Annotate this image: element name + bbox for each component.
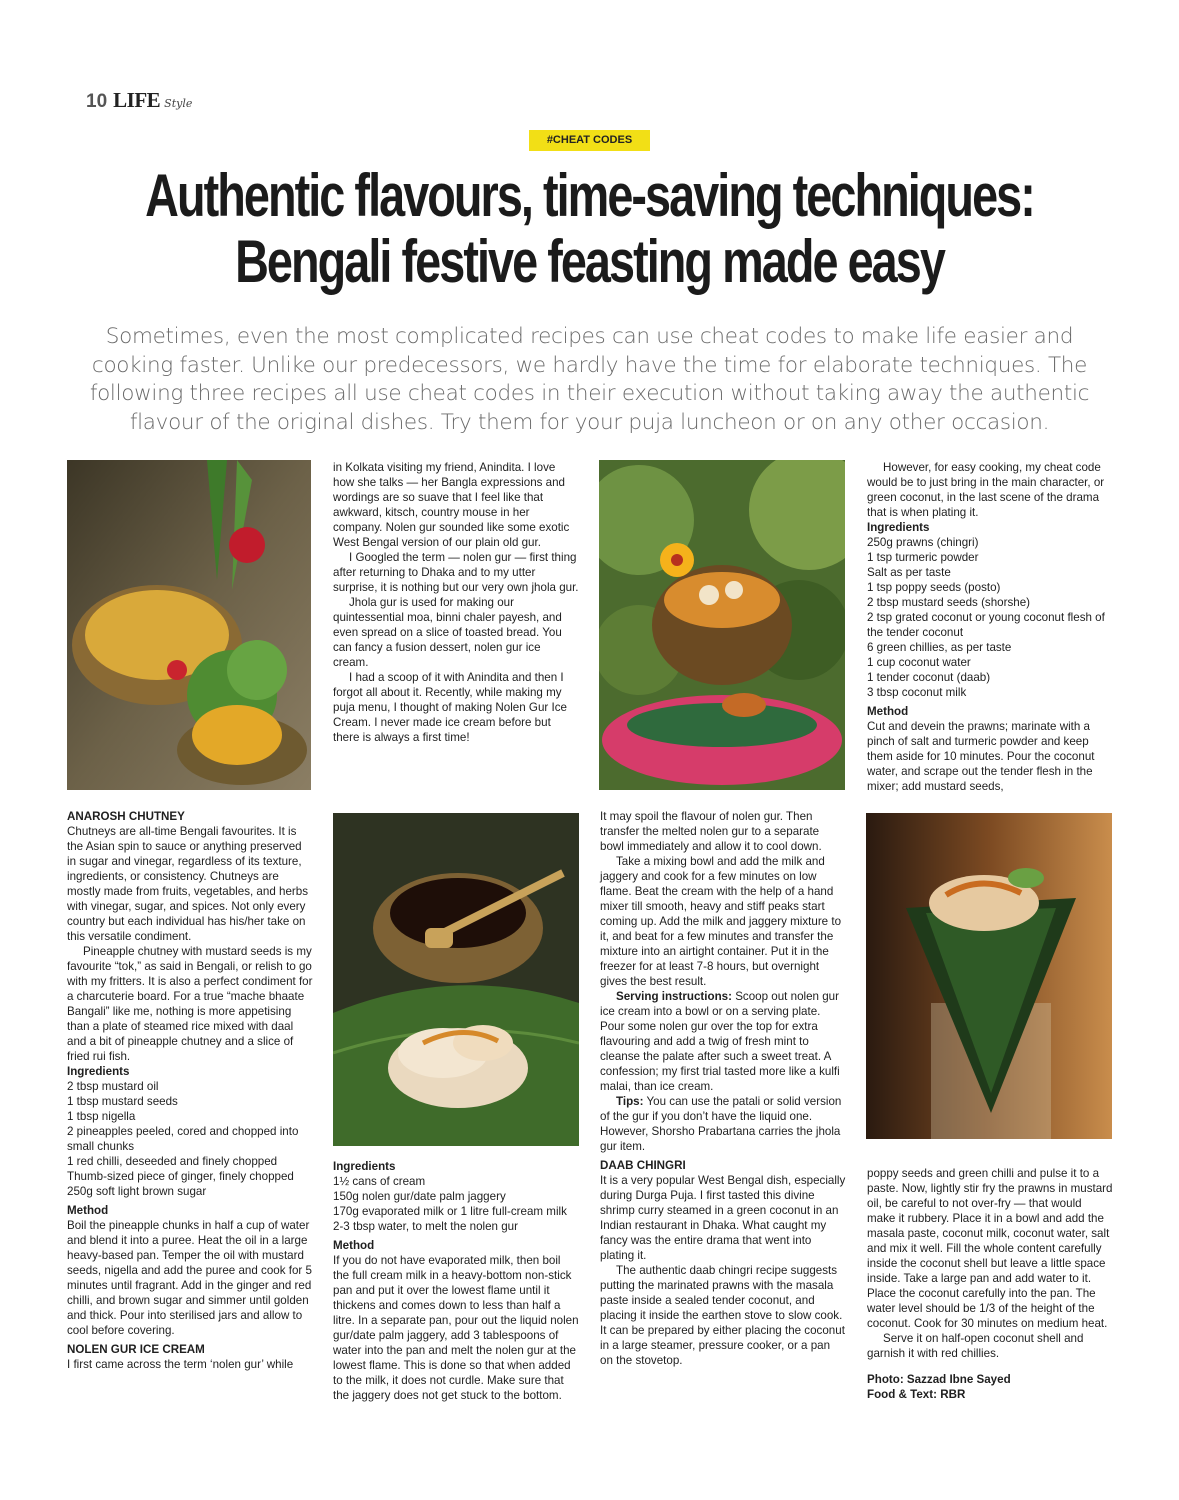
tips (600, 1094, 846, 1154)
ingredients-heading: Ingredients (333, 1160, 396, 1173)
paragraph: Jhola gur is used for making our quintessential moa, binni chaler payesh, and even spread on a slice of toasted bread. You can fancy a fusion dessert, nolen gur ice cream. (333, 596, 562, 669)
ingredient-item: 3 tbsp coconut milk (867, 686, 967, 699)
tips-text: You can use the patali or solid version of the gur if you don’t have the liquid one. However, Shorsho Prabartana carries the jhola gur item. (600, 1095, 842, 1153)
paragraph: I first came across the term ‘nolen gur’ while (67, 1358, 294, 1371)
ingredient-item: 1 tbsp mustard seeds (67, 1095, 178, 1108)
ingredient-item: 1½ cans of cream (333, 1175, 426, 1188)
page-number: 10 (86, 91, 108, 112)
serving-text: Scoop out nolen gur ice cream into a bowl or on a serving plate. Pour some nolen gur over the top for extra flavouring and add a twig of fresh mint to cleanse the palate after such a sweet treat. A confession; my first trial tasted more like a kulfi malai, than ice cream. (600, 990, 840, 1093)
ingredient-item: 250g prawns (chingri) (867, 536, 979, 549)
ingredient-item: 1 cup coconut water (867, 656, 971, 669)
paragraph: I Googled the term — nolen gur — first thing after returning to Dhaka and to my utter surprise, it is nothing but our very own jhola gur. (333, 551, 579, 594)
tips-label: Tips: (616, 1095, 644, 1108)
ingredient-item: 6 green chillies, as per taste (867, 641, 1012, 654)
headline (130, 163, 1050, 295)
ingredient-item: 170g evaporated milk or 1 litre full-cream milk (333, 1205, 567, 1218)
photo-nolen-gur-ice-cream (333, 813, 579, 1146)
method-heading: Method (67, 1204, 109, 1217)
column-3 (600, 809, 846, 1368)
paragraph: poppy seeds and green chilli and pulse it to a paste. Now, lightly stir fry the prawns in mustard oil, be careful to not over-fry — that would make it rubbery. Place it in a bowl and add the masala paste, coconut milk, coconut water, salt and mix it well. Fill the whole content carefully inside the coconut shell but leave a little space inside. Take a large pan and add water to it. Place the coconut carefully into the pan. The water level should be 1/3 of the height of the coconut. Cook for 30 minutes on medium heat. (867, 1167, 1113, 1330)
column-2-bottom (333, 1159, 579, 1403)
page-folio (86, 88, 192, 113)
paragraph: Serve it on half-open coconut shell and garnish it with red chillies. (867, 1332, 1084, 1360)
column-4-top (867, 460, 1113, 794)
ingredient-item: 250g soft light brown sugar (67, 1185, 207, 1198)
photo-leaf-cone-glass (866, 813, 1112, 1139)
ingredient-item: 2 tbsp mustard oil (67, 1080, 159, 1093)
ingredient-item: 1 tsp poppy seeds (posto) (867, 581, 1001, 594)
ingredient-item: 2 tbsp mustard seeds (shorshe) (867, 596, 1031, 609)
text-credit: Food & Text: RBR (867, 1388, 966, 1401)
serving-instructions (600, 989, 846, 1094)
paragraph: If you do not have evaporated milk, then boil the full cream milk in a heavy-bottom non-stick pan and put it over the lowest flame until it thickens and comes down to less than half a litre. In a separate pan, pour out the liquid nolen gur/date palm jaggery, add 3 tablespoons of water into the pan and melt the nolen gur at the lowest flame. This is done so that when added to the milk, it does not curdle. Make sure that the jaggery does not get stuck to the bottom. (333, 1254, 579, 1402)
ingredients-heading: Ingredients (867, 521, 930, 534)
paragraph: It is a very popular West Bengal dish, especially during Durga Puja. I first tasted this divine shrimp curry steamed in a green coconut in an Indian restaurant in Dhaka. What caught my fancy was the entire drama that went into plating it. (600, 1174, 846, 1262)
paragraph: However, for easy cooking, my cheat code would be to just bring in the main character, or green coconut, in the last scene of the drama that is when plating it. (867, 461, 1105, 519)
photo-pineapple-chutney (67, 460, 311, 790)
paragraph: Take a mixing bowl and add the milk and jaggery and cook for a few minutes on low flame. Beat the cream with the help of a hand mixer till smooth, heavy and stiff peaks start coming up. Add the milk and jaggery mixture to it, and beat for a few minutes and transfer the mixture into an airtight container. Put it in the freezer for at least 7-8 hours, but overnight gives the best result. (600, 855, 842, 988)
standfirst: Sometimes, even the most complicated recipes can use cheat codes to make life easier and cooking faster. Unlike our predecessors, we hardly have the time for elaborate techniques. The following three recipes all use cheat codes in their execution without taking away the authentic flavour of the original dishes. Try them for your puja luncheon or on any other occasion. (89, 324, 1090, 435)
column-4-bottom (867, 1166, 1113, 1402)
ingredient-item: 2-3 tbsp water, to melt the nolen gur (333, 1220, 518, 1233)
paragraph: Cut and devein the prawns; marinate with a pinch of salt and turmeric powder and keep them aside for 10 minutes. Pour the coconut water, and scrape out the tender flesh in the mixer; add mustard seeds, (867, 720, 1095, 793)
paragraph: Chutneys are all-time Bengali favourites. It is the Asian spin to sauce or anything preserved in sugar and vinegar, regardless of its texture, ingredients, or consistency. Chutneys are mostly made from fruits, vegetables, and herbs with vinegar, sugar, and spices. Not only every country but each individual has his/her take on this versatile condiment. (67, 825, 309, 943)
paragraph: The authentic daab chingri recipe suggests putting the marinated prawns with the masala paste inside a sealed tender coconut, and placing it inside the earthen stove to slow cook. It can be prepared by either placing the coconut in a large steamer, pressure cooker, or a pan on the stovetop. (600, 1264, 845, 1367)
ingredient-item: 1 tbsp nigella (67, 1110, 136, 1123)
paragraph: in Kolkata visiting my friend, Anindita. I love how she talks — her Bangla expressions and wordings are so suave that I feel like that awkward, kitsch, country mouse in her company. Nolen gur sounded like some exotic West Bengal version of our plain old gur. (333, 461, 570, 549)
method-heading: Method (867, 705, 909, 718)
photo-credit: Photo: Sazzad Ibne Sayed (867, 1373, 1011, 1386)
recipe-heading: NOLEN GUR ICE CREAM (67, 1343, 205, 1356)
paragraph: I had a scoop of it with Anindita and then I forgot all about it. Recently, while making my puja menu, I thought of making Nolen Gur Ice Cream. I never made ice cream before but there is always a first time! (333, 671, 567, 744)
ingredient-item: 2 tsp grated coconut or young coconut flesh of the tender coconut (867, 611, 1105, 639)
ingredient-item: 1 red chilli, deseeded and finely chopped (67, 1155, 278, 1168)
section-tag: #CHEAT CODES (529, 130, 650, 151)
paragraph: Pineapple chutney with mustard seeds is my favourite “tok,” as said in Bengali, or relish to go with my fritters. It is also a perfect condiment for a charcuterie board. For a true “mache bhaate Bangali” like me, nothing is more appetising than a plate of steamed rice mixed with daal and a bit of pineapple chutney and a slice of fried rui fish. (67, 945, 313, 1063)
column-1 (67, 809, 313, 1372)
recipe-heading: ANAROSH CHUTNEY (67, 810, 185, 823)
ingredient-item: 1 tsp turmeric powder (867, 551, 979, 564)
recipe-heading: DAAB CHINGRI (600, 1159, 686, 1172)
column-2-top (333, 460, 579, 745)
headline-line-2: Bengali festive feasting made easy (235, 228, 944, 295)
ingredient-item: Salt as per taste (867, 566, 951, 579)
headline-line-1: Authentic flavours, time-saving techniques: (145, 162, 1034, 229)
ingredient-item: 1 tender coconut (daab) (867, 671, 991, 684)
paragraph: It may spoil the flavour of nolen gur. Then transfer the melted nolen gur to a separate bowl immediately and allow it to cool down. (600, 810, 822, 853)
paragraph: Boil the pineapple chunks in half a cup of water and blend it into a puree. Heat the oil in a large heavy-based pan. Temper the oil with mustard seeds, nigella and add the puree and cook for 5 minutes until fragrant. Add in the ginger and red chilli, and brown sugar and simmer until golden and thick. Pour into sterilised jars and allow to cool before covering. (67, 1219, 312, 1337)
photo-daab-chingri (599, 460, 845, 790)
method-heading: Method (333, 1239, 375, 1252)
magazine-logo: LIFE (113, 88, 161, 112)
ingredient-item: Thumb-sized piece of ginger, finely chopped (67, 1170, 294, 1183)
serving-label: Serving instructions: (616, 990, 732, 1003)
ingredients-heading: Ingredients (67, 1065, 130, 1078)
ingredient-item: 150g nolen gur/date palm jaggery (333, 1190, 506, 1203)
ingredient-item: 2 pineapples peeled, cored and chopped into small chunks (67, 1125, 299, 1153)
magazine-logo-script: Style (164, 97, 193, 110)
